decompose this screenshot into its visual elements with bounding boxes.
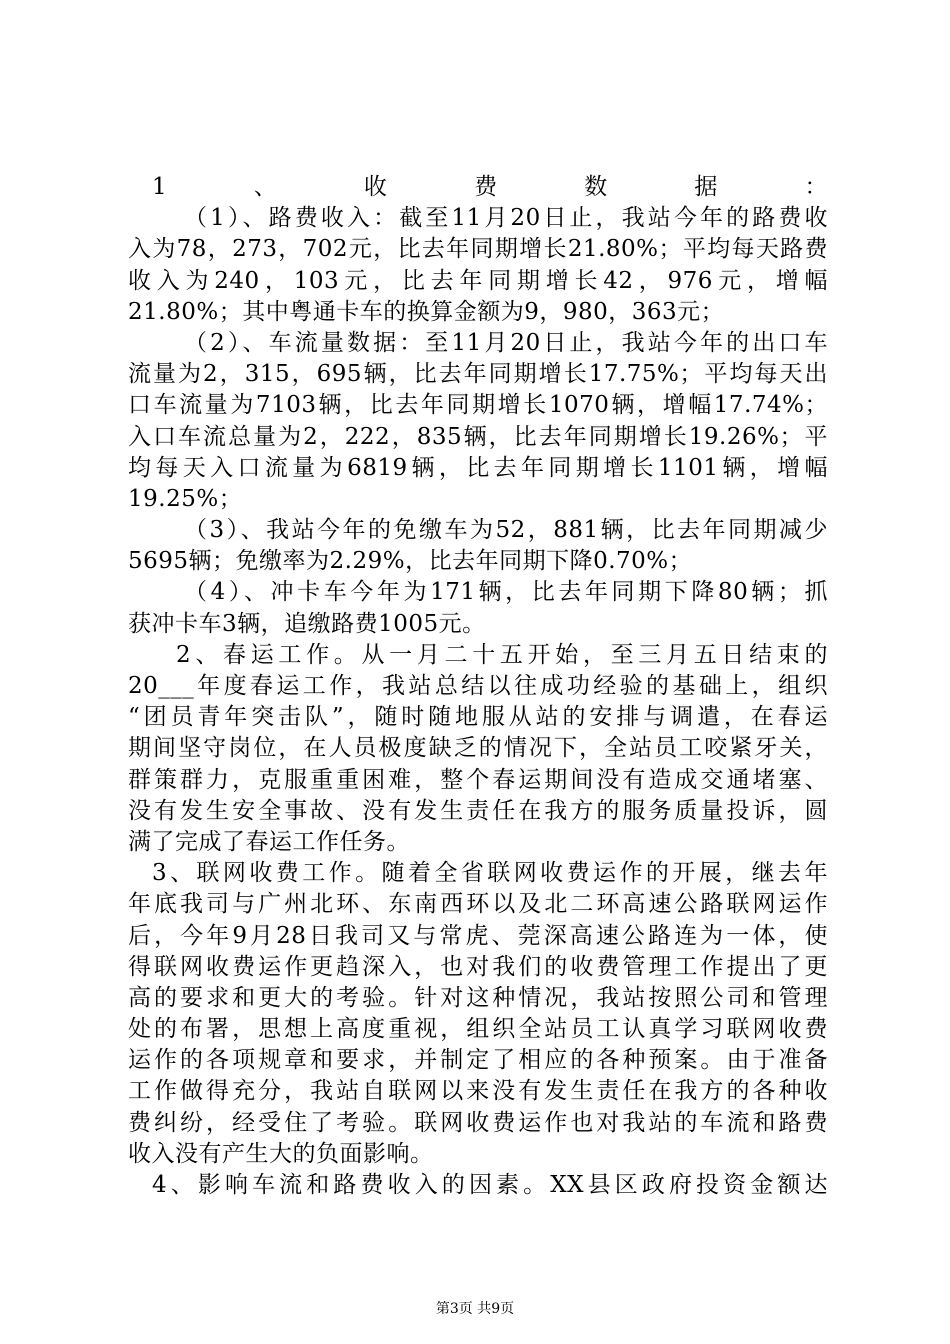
paragraph-line: 收入没有产生大的负面影响。: [128, 1140, 434, 1167]
paragraph-line: 21.80%；其中粤通卡车的换算金额为9，980，363元；: [128, 298, 725, 325]
paragraph-line: 入为78，273，702元，比去年同期增长21.80%；平均每天路费: [128, 236, 828, 263]
paragraph-line: 入口车流总量为2，222，835辆，比去年同期增长19.26%；平: [128, 423, 828, 450]
paragraph-line: 处的布署，思想上高度重视，组织全站员工认真学习联网收费: [128, 1016, 828, 1043]
paragraph-line: 费纠纷，经受住了考验。联网收费运作也对我站的车流和路费: [128, 1109, 828, 1136]
paragraph-line: 均每天入口流量为6819辆，比去年同期增长1101辆，增幅: [128, 454, 828, 481]
paragraph-line: 满了完成了春运工作任务。: [128, 828, 410, 855]
paragraph-line: 5695辆；免缴率为2.29%，比去年同期下降0.70%；: [128, 548, 693, 575]
paragraph-line: 得联网收费运作更趋深入，也对我们的收费管理工作提出了更: [128, 953, 828, 980]
paragraph-line: 流量为2，315，695辆，比去年同期增长17.75%；平均每天出: [128, 361, 828, 388]
section-heading: 1、收费数据：: [152, 174, 828, 200]
paragraph-line: 运作的各项规章和要求，并制定了相应的各种预案。由于准备: [128, 1047, 828, 1074]
document-body: [128, 172, 828, 1201]
paragraph-line: 年底我司与广州北环、东南西环以及北二环高速公路联网运作: [128, 891, 828, 918]
paragraph-line: 工作做得充分，我站自联网以来没有发生责任在我方的各种收: [128, 1078, 828, 1105]
paragraph-line: 4、影响车流和路费收入的因素。XX县区政府投资金额达: [152, 1172, 828, 1198]
paragraph-line: 没有发生安全事故、没有发生责任在我方的服务质量投诉，圆: [128, 797, 828, 824]
paragraph-line: （1）、路费收入：截至11月20日止，我站今年的路费收: [184, 205, 828, 232]
paragraph-line: 口车流量为7103辆，比去年同期增长1070辆，增幅17.74%；: [128, 392, 828, 419]
paragraph-line: （4）、冲卡车今年为171辆，比去年同期下降80辆；抓: [184, 579, 828, 606]
paragraph-line: （3）、我站今年的免缴车为52，881辆，比去年同期减少: [184, 517, 828, 544]
paragraph-line: （2）、车流量数据：至11月20日止，我站今年的出口车: [184, 329, 828, 356]
paragraph-line: “团员青年突击队”，随时随地服从站的安排与调遣，在春运: [128, 704, 828, 731]
paragraph-line: 获冲卡车3辆，追缴路费1005元。: [128, 610, 486, 637]
paragraph-line: 收入为240，103元，比去年同期增长42，976元，增幅: [128, 267, 828, 294]
paragraph-line: 20___年度春运工作，我站总结以往成功经验的基础上，组织: [128, 673, 828, 699]
paragraph-line: 3、联网收费工作。随着全省联网收费运作的开展，继去年: [152, 860, 828, 887]
paragraph-line: 期间坚守岗位，在人员极度缺乏的情况下，全站员工咬紧牙关，: [128, 735, 828, 762]
paragraph-line: 后，今年9月28日我司又与常虎、莞深高速公路连为一体，使: [128, 922, 828, 949]
paragraph-line: 2、春运工作。从一月二十五开始，至三月五日结束的: [176, 641, 828, 668]
paragraph-line: 群策群力，克服重重困难，整个春运期间没有造成交通堵塞、: [128, 766, 828, 793]
paragraph-line: 高的要求和更大的考验。针对这种情况，我站按照公司和管理: [128, 984, 828, 1011]
page-number-footer: 第3页 共9页: [435, 1301, 515, 1317]
paragraph-line: 19.25%；: [128, 485, 243, 512]
